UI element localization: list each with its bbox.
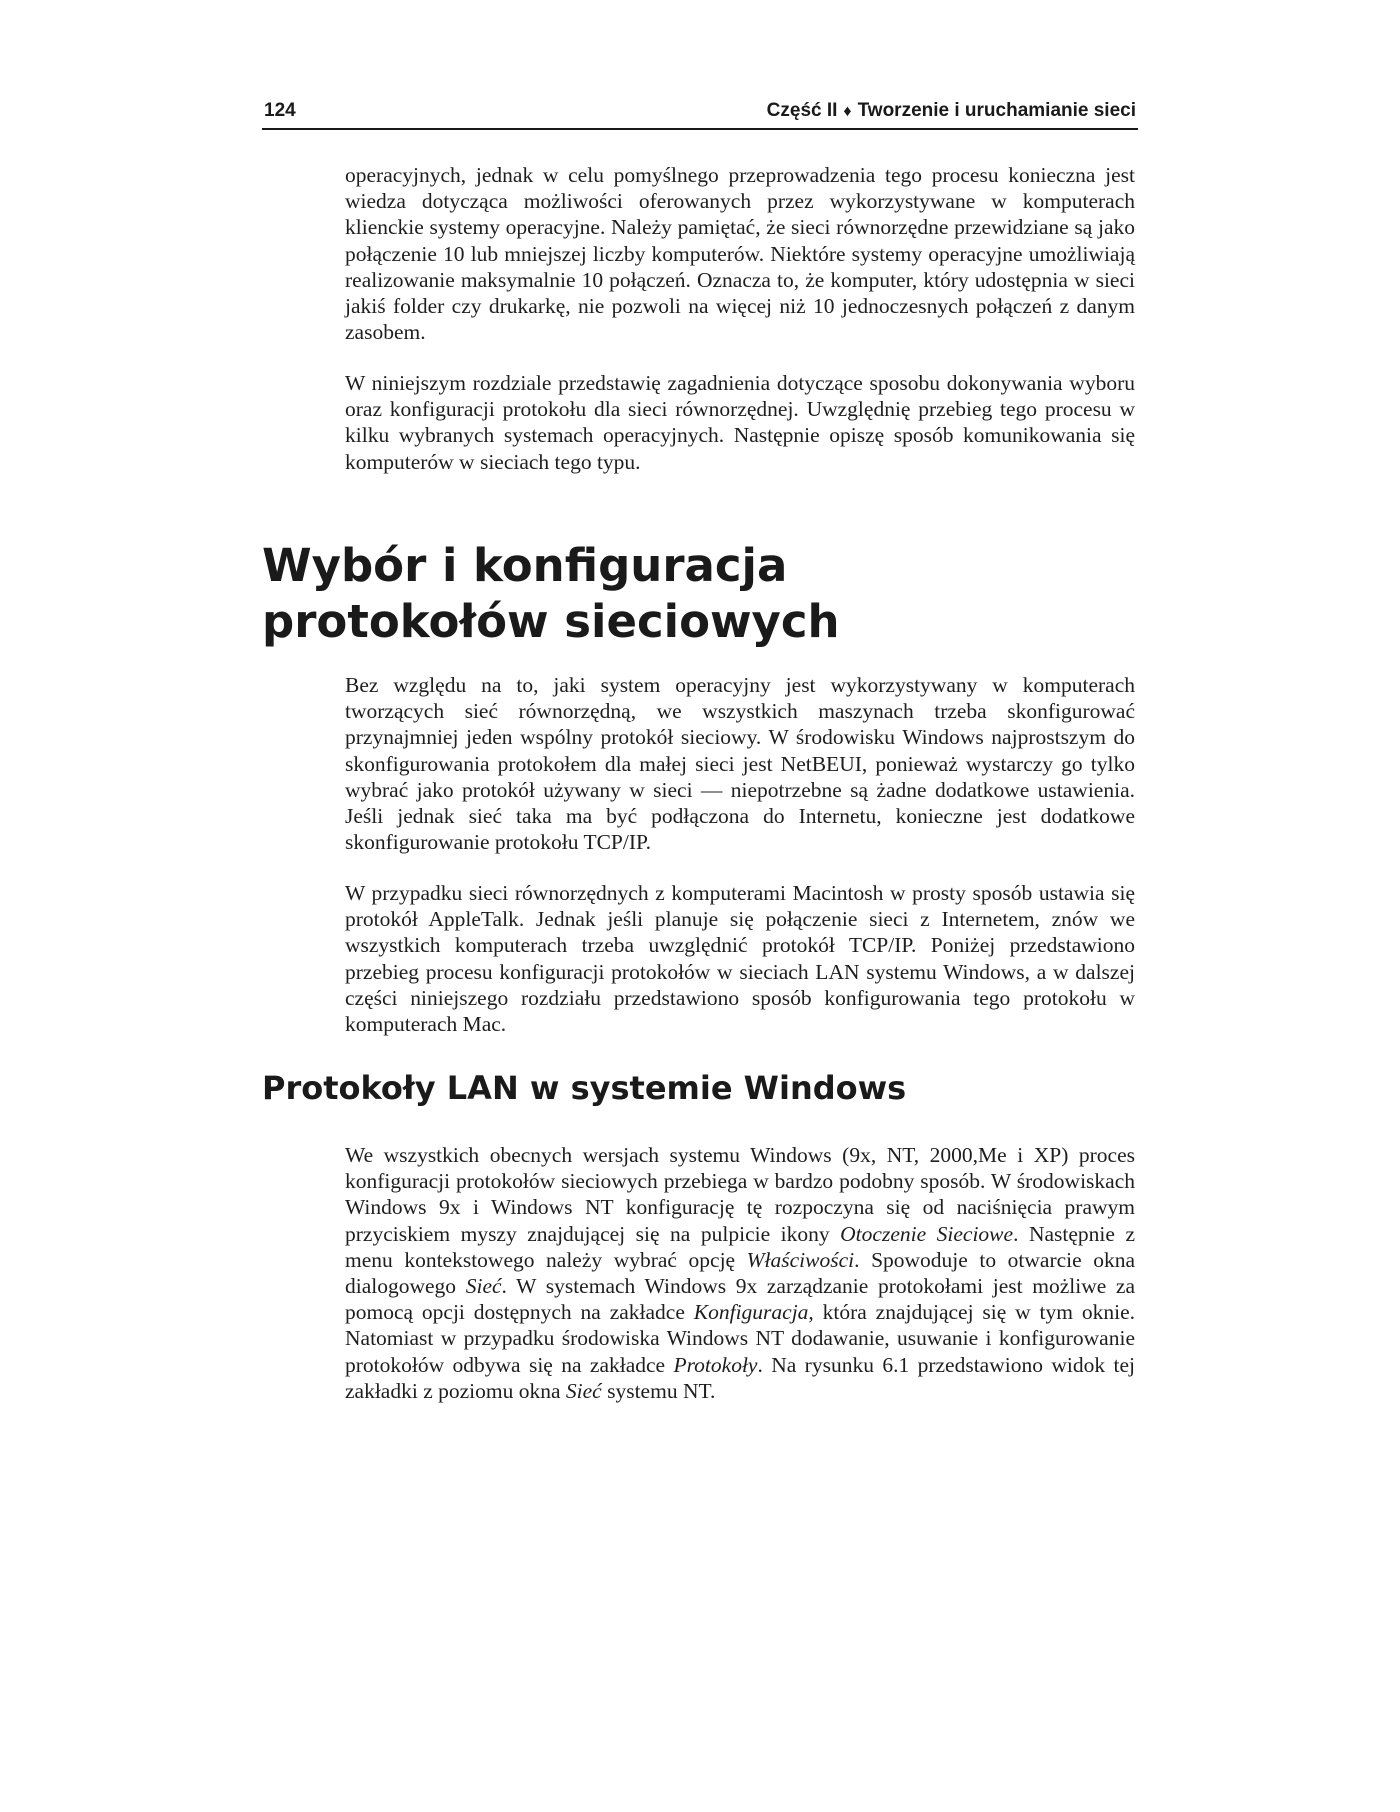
paragraph-intro-continued: operacyjnych, jednak w celu pomyślnego przeprowadzenia tego procesu konieczna jest wiedza dotycząca możliwości oferowanych przez wykorzystywane w komputerach klienckie systemy operacyjne. Należy pamiętać, że sieci równorzędne przewidziane są jako połączenie 10 lub mniejszej liczby komputerów. Niektóre systemy operacyjne umożliwiają realizowanie maksymalnie 10 połączeń. Oznacza to, że komputer, który udostępnia w sieci jakiś folder czy drukarkę, nie pozwoli na więcej niż 10 jednoczesnych połączeń z danym zasobem. [345, 163, 1135, 345]
italic-term: Sieć [565, 1378, 602, 1403]
text-run: . W systemach Windows 9x zarządzanie protokołami jest możliwe za pomocą opcji dostępnych na zakładce [345, 1274, 1135, 1325]
section-heading-line-2: protokołów sieciowych [262, 595, 840, 648]
text-run: . Następnie z menu kontekstowego należy wybrać opcję [345, 1221, 1135, 1272]
paragraph-windows-protocols [345, 1142, 1135, 1404]
text-run: , która znajdującej się w tym oknie. Natomiast w przypadku środowiska Windows NT dodawanie, usuwanie i konfigurowanie protokołów odbywa się na zakładce [345, 1300, 1135, 1377]
part-title: Tworzenie i uruchamianie sieci [857, 100, 1136, 121]
text-run: . Na rysunku 6.1 przedstawiono widok tej zakładki z poziomu okna [345, 1352, 1135, 1403]
italic-term: Sieć [465, 1274, 502, 1299]
subsection-heading: Protokoły LAN w systemie Windows [262, 1069, 907, 1107]
paragraph-protocol-selection: Bez względu na to, jaki system operacyjny jest wykorzystywany w komputerach tworzących sieć równorzędną, we wszystkich maszynach trzeba skonfigurować przynajmniej jeden wspólny protokół sieciowy. W środowisku Windows najprostszym do skonfigurowania protokołem dla małej sieci jest NetBEUI, ponieważ wystarczy go tylko wybrać jako protokół używany w sieci — niepotrzebne są żadne dodatkowe ustawienia. Jeśli jednak sieć taka ma być podłączona do Internetu, konieczne jest dodatkowe skonfigurowanie protokołu TCP/IP. [345, 673, 1135, 855]
italic-term: Otoczenie Sieciowe [840, 1221, 1014, 1246]
paragraph-macintosh: W przypadku sieci równorzędnych z komputerami Macintosh w prosty sposób ustawia się protokół AppleTalk. Jednak jeśli planuje się połączenie sieci z Internetem, znów we wszystkich komputerach trzeba uwzględnić protokół TCP/IP. Poniżej przedstawiono przebieg procesu konfiguracji protokołów w sieciach LAN systemu Windows, a w dalszej części niniejszego rozdziału przedstawiono sposób konfigurowania tego protokołu w komputerach Mac. [345, 881, 1135, 1037]
page-number: 124 [264, 100, 296, 121]
italic-term: Właściwości [746, 1247, 855, 1272]
chapter-part-title [767, 100, 1136, 122]
section-heading-line-1: Wybór i konfiguracja [262, 539, 788, 592]
section-heading [262, 538, 1142, 650]
italic-term: Protokoły [673, 1352, 758, 1377]
text-run: systemu NT. [601, 1378, 716, 1403]
diamond-separator: ♦ [843, 103, 852, 120]
text-run: . Spowoduje to otwarcie okna dialogowego [345, 1247, 1136, 1299]
italic-term: Konfiguracja [693, 1300, 809, 1325]
running-header [262, 96, 1138, 130]
part-label: Część II [766, 100, 838, 121]
paragraph-chapter-overview: W niniejszym rozdziale przedstawię zagadnienia dotyczące sposobu dokonywania wyboru oraz konfiguracji protokołu dla sieci równorzędnej. Uwzględnię przebieg tego procesu w kilku wybranych systemach operacyjnych. Następnie opiszę sposób komunikowania się komputerów w sieciach tego typu. [345, 371, 1135, 474]
text-run: We wszystkich obecnych wersjach systemu Windows (9x, NT, 2000,Me i XP) proces konfiguracji protokołów sieciowych przebiega w bardzo podobny sposób. W środowiskach Windows 9x i Windows NT konfigurację tę rozpoczyna się od naciśnięcia prawym przyciskiem myszy znajdującej się na pulpicie ikony [345, 1143, 1135, 1246]
